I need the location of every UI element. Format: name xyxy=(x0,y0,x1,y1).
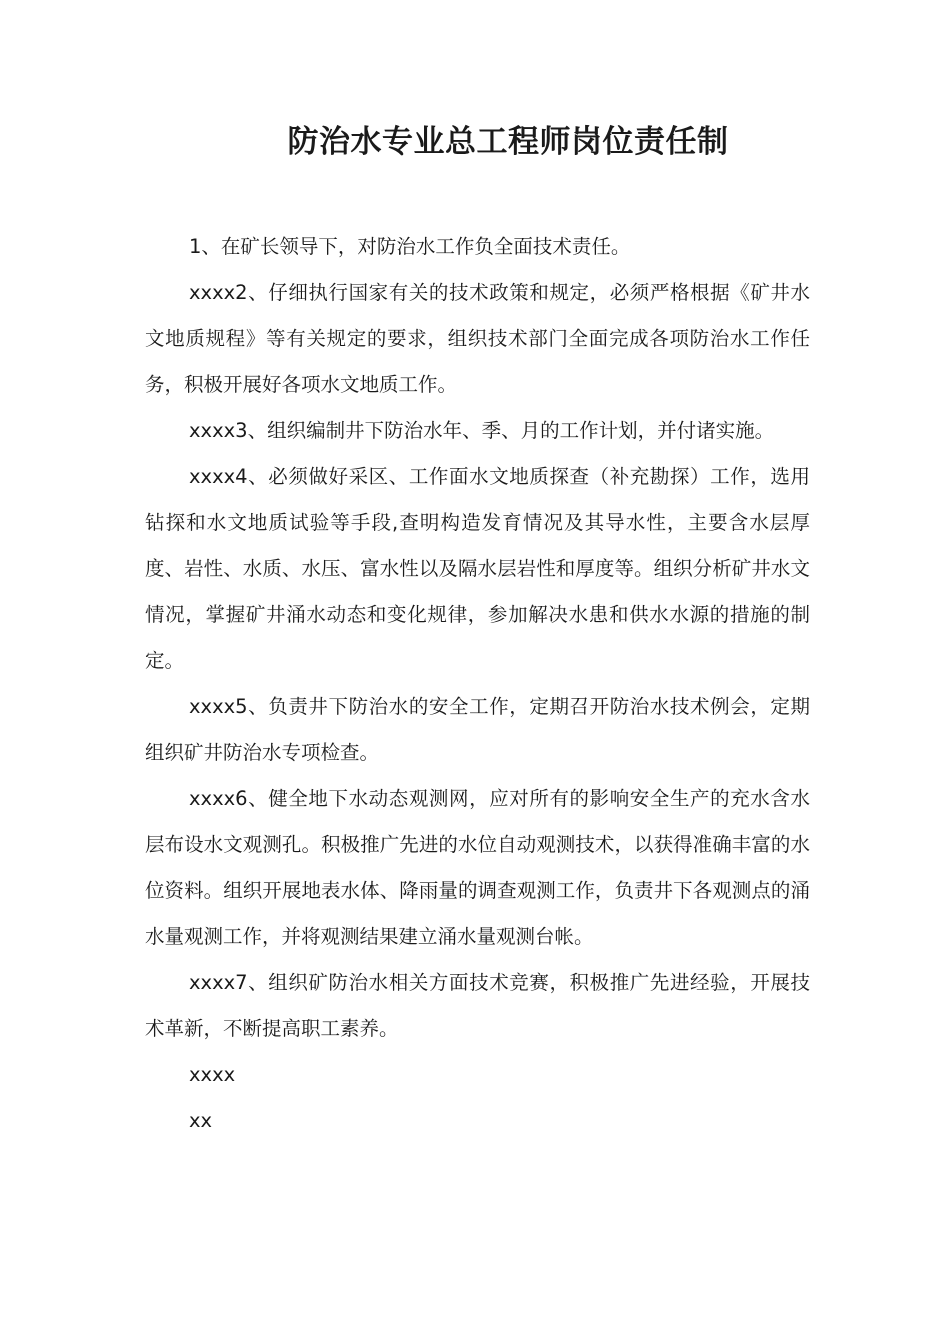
paragraph-5: xxxx5、负责井下防治水的安全工作，定期召开防治水技术例会，定期组织矿井防治水专项检查。 xyxy=(145,695,810,764)
paragraph-4: xxxx4、必须做好采区、工作面水文地质探查（补充勘探）工作，选用钻探和水文地质试验等手段,查明构造发育情况及其导水性，主要含水层厚度、岩性、水质、水压、富水性以及隔水层岩性和厚度等。组织分析矿井水文情况，掌握矿井涌水动态和变化规律，参加解决水患和供水水源的措施的制定。 xyxy=(145,465,810,672)
paragraph-8: xxxx xyxy=(189,1063,236,1086)
document-title: 防治水专业总工程师岗位责任制 xyxy=(287,124,729,160)
paragraph-9: xx xyxy=(189,1109,213,1132)
paragraph-1: 1、在矿长领导下，对防治水工作负全面技术责任。 xyxy=(189,235,631,258)
paragraph-7: xxxx7、组织矿防治水相关方面技术竞赛，积极推广先进经验，开展技术革新，不断提高职工素养。 xyxy=(145,971,810,1040)
paragraph-2: xxxx2、仔细执行国家有关的技术政策和规定，必须严格根据《矿井水文地质规程》等有关规定的要求，组织技术部门全面完成各项防治水工作任务，积极开展好各项水文地质工作。 xyxy=(145,281,810,396)
paragraph-3: xxxx3、组织编制井下防治水年、季、月的工作计划，并付诸实施。 xyxy=(189,419,775,442)
paragraph-6: xxxx6、健全地下水动态观测网，应对所有的影响安全生产的充水含水层布设水文观测孔。积极推广先进的水位自动观测技术，以获得准确丰富的水位资料。组织开展地表水体、降雨量的调查观测工作，负责井下各观测点的涌水量观测工作，并将观测结果建立涌水量观测台帐。 xyxy=(145,787,810,948)
document-body xyxy=(145,224,810,1144)
